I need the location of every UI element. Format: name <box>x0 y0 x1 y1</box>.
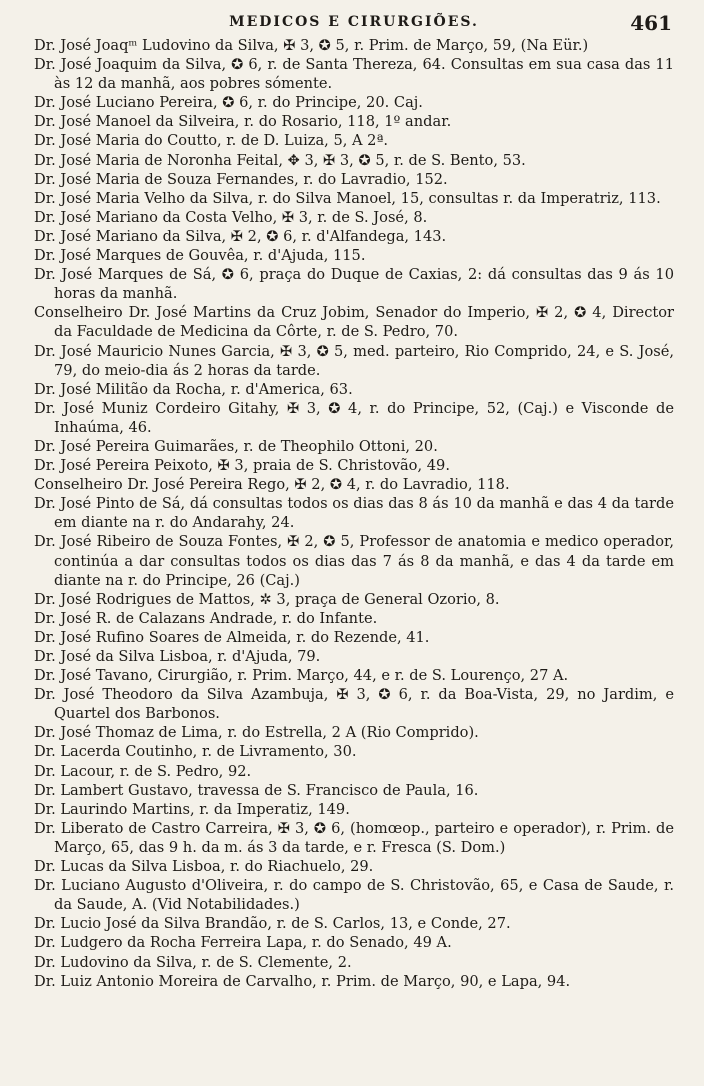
directory-entry: Dr. José Rodrigues de Mattos, ✲ 3, praça de General Ozorio, 8. <box>34 590 500 608</box>
directory-entry: Dr. Lucas da Silva Lisboa, r. do Riachuelo, 29. <box>34 858 374 876</box>
directory-entry: Dr. José Mauricio Nunes Garcia, ✠ 3, ✪ 5, med. parteiro, Rio Comprido, 24, e S. José, 79, do meio-dia ás 2 horas da tarde. <box>34 342 674 379</box>
directory-entry: Dr. Laurindo Martins, r. da Imperatiz, 149. <box>34 800 350 818</box>
directory-entry: Dr. José Tavano, Cirurgião, r. Prim. Março, 44, e r. de S. Lourenço, 27 A. <box>34 667 569 685</box>
directory-entry: Dr. José Rufino Soares de Almeida, r. do Rezende, 41. <box>34 628 430 646</box>
directory-entry: Dr. Luciano Augusto d'Oliveira, r. do campo de S. Christovão, 65, e Casa de Saude, r. da Saude, A. (Vid Notabilidades.) <box>34 877 674 914</box>
directory-entry: Dr. Ludgero da Rocha Ferreira Lapa, r. do Senado, 49 A. <box>34 934 452 952</box>
directory-entry: Dr. José da Silva Lisboa, r. d'Ajuda, 79. <box>34 648 321 665</box>
directory-entry: Dr. José Luciano Pereira, ✪ 6, r. do Principe, 20. Caj. <box>34 94 423 112</box>
directory-entry: Dr. José Muniz Cordeiro Gitahy, ✠ 3, ✪ 4, r. do Principe, 52, (Caj.) e Visconde de Inhaúma, 46. <box>34 399 674 436</box>
directory-entry: Dr. Ludovino da Silva, r. de S. Clemente, 2. <box>34 953 352 971</box>
page-header <box>34 8 674 36</box>
directory-entry: Dr. José Joaquim da Silva, ✪ 6, r. de Santa Thereza, 64. Consultas em sua casa das 11 às 12 da manhã, aos pobres sómente. <box>34 56 674 93</box>
directory-entry: Dr. Lacour, r. de S. Pedro, 92. <box>34 762 252 780</box>
page-number: 461 <box>630 11 672 35</box>
directory-entry: Dr. Liberato de Castro Carreira, ✠ 3, ✪ 6, (homœop., parteiro e operador), r. Prim. de Março, 65, das 9 h. da m. ás 3 da tarde, e r. Fresca (S. Dom.) <box>34 819 674 856</box>
directory-entry: Dr. José Pereira Peixoto, ✠ 3, praia de S. Christovão, 49. <box>34 457 450 475</box>
directory-entry: Dr. Lacerda Coutinho, r. de Livramento, 30. <box>34 743 357 761</box>
directory-entry: Conselheiro Dr. José Martins da Cruz Jobim, Senador do Imperio, ✠ 2, ✪ 4, Director da Faculdade de Medicina da Côrte, r. de S. Pedro, 70. <box>34 304 674 341</box>
directory-entry: Dr. Lucio José da Silva Brandão, r. de S. Carlos, 13, e Conde, 27. <box>34 915 511 933</box>
directory-entry: Dr. José Marques de Gouvêa, r. d'Ajuda, 115. <box>34 247 366 265</box>
directory-entry: Dr. José Joaqᵐ Ludovino da Silva, ✠ 3, ✪ 5, r. Prim. de Março, 59, (Na Eür.) <box>34 37 589 54</box>
directory-entry: Dr. Lambert Gustavo, travessa de S. Francisco de Paula, 16. <box>34 781 479 799</box>
directory-entry: Dr. José R. de Calazans Andrade, r. do Infante. <box>34 609 378 627</box>
directory-entry: Dr. José Maria do Coutto, r. de D. Luiza, 5, A 2ª. <box>34 132 389 150</box>
directory-entry: Dr. José Marques de Sá, ✪ 6, praça do Duque de Caxias, 2: dá consultas das 9 ás 10 horas da manhã. <box>34 266 674 303</box>
directory-entry: Dr. José Maria Velho da Silva, r. do Silva Manoel, 15, consultas r. da Imperatriz, 113. <box>34 189 661 207</box>
directory-entries <box>34 36 674 991</box>
directory-entry: Dr. José Pinto de Sá, dá consultas todos os dias das 8 ás 10 da manhã e das 4 da tarde em diante na r. do Andarahy, 24. <box>34 495 674 532</box>
directory-entry: Dr. José Mariano da Costa Velho, ✠ 3, r. de S. José, 8. <box>34 208 428 226</box>
directory-entry: Dr. Luiz Antonio Moreira de Carvalho, r. Prim. de Março, 90, e Lapa, 94. <box>34 972 571 990</box>
directory-entry: Dr. José Maria de Noronha Feital, ✥ 3, ✠ 3, ✪ 5, r. de S. Bento, 53. <box>34 151 526 169</box>
directory-entry: Dr. José Theodoro da Silva Azambuja, ✠ 3, ✪ 6, r. da Boa-Vista, 29, no Jardim, e Quartel dos Barbonos. <box>34 686 674 723</box>
directory-entry: Dr. José Pereira Guimarães, r. de Theophilo Ottoni, 20. <box>34 437 438 455</box>
page-title: MEDICOS E CIRURGIÕES. <box>229 14 479 30</box>
directory-entry: Conselheiro Dr. José Pereira Rego, ✠ 2, ✪ 4, r. do Lavradio, 118. <box>34 476 510 494</box>
directory-entry: Dr. José Maria de Souza Fernandes, r. do Lavradio, 152. <box>34 170 448 188</box>
directory-entry: Dr. José Mariano da Silva, ✠ 2, ✪ 6, r. d'Alfandega, 143. <box>34 227 447 245</box>
directory-entry: Dr. José Ribeiro de Souza Fontes, ✠ 2, ✪ 5, Professor de anatomia e medico operador, continúa a dar consultas todos os dias das 7 ás 8 da manhã, e das 4 da tarde em diante na r. do Principe, 26 (Caj.) <box>34 533 674 589</box>
directory-entry: Dr. José Thomaz de Lima, r. do Estrella, 2 A (Rio Comprido). <box>34 724 479 742</box>
directory-entry: Dr. José Manoel da Silveira, r. do Rosario, 118, 1º andar. <box>34 113 452 131</box>
directory-entry: Dr. José Militão da Rocha, r. d'America, 63. <box>34 380 353 398</box>
